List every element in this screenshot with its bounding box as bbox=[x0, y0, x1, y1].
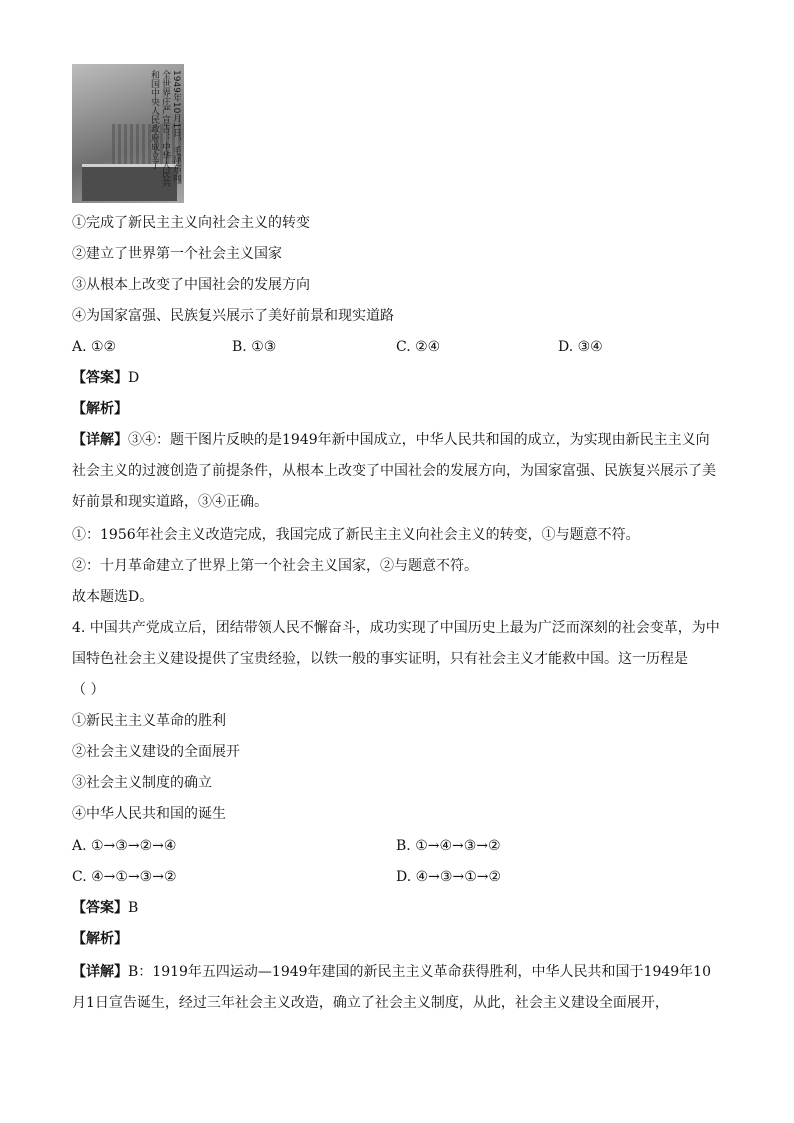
answer-value: D bbox=[128, 370, 140, 386]
q3-answer bbox=[72, 368, 139, 388]
q4-answer bbox=[72, 898, 138, 918]
q4-analysis-tag: 【解析】 bbox=[72, 931, 128, 947]
q3-detail-line-2: 社会主义的过渡创造了前提条件，从根本上改变了中国社会的发展方向，为国家富强、民族复兴展示了美 bbox=[72, 463, 716, 479]
q3-option-b: B. ①③ bbox=[232, 339, 277, 355]
q3-option-a: A. ①② bbox=[72, 339, 117, 355]
q3-analysis-tag: 【解析】 bbox=[72, 401, 128, 417]
q3-statement-3: ③从根本上改变了中国社会的发展方向 bbox=[72, 277, 310, 293]
answer-value: B bbox=[128, 900, 139, 916]
q4-option-c: C. ④→①→③→② bbox=[72, 869, 177, 885]
q3-note-1: ①：1956年社会主义改造完成，我国完成了新民主主义向社会主义的转变，①与题意不符。 bbox=[72, 527, 640, 543]
q3-statement-1: ①完成了新民主主义向社会主义的转变 bbox=[72, 215, 310, 231]
q3-detail-line-3: 好前景和现实道路，③④正确。 bbox=[72, 494, 268, 510]
q3-statement-4: ④为国家富强、民族复兴展示了美好前景和现实道路 bbox=[72, 308, 394, 324]
photo-caption: 1949年10月1日，毛泽东向全世界庄严宣告：中华人民共和国中央人民政府成立了 bbox=[149, 70, 181, 187]
q4-detail-line-1: 【详解】B：1919年五四运动—1949年建国的新民主主义革命获得胜利，中华人民共和国于1949年10 bbox=[72, 964, 711, 980]
q4-option-b: B. ①→④→③→② bbox=[396, 838, 501, 854]
q3-detail-line-1: 【详解】③④：题干图片反映的是1949年新中国成立，中华人民共和国的成立，为实现由新民主主义向 bbox=[72, 432, 710, 448]
detail-tag: 【详解】 bbox=[72, 964, 128, 980]
q4-statement-2: ②社会主义建设的全面展开 bbox=[72, 744, 240, 760]
q3-statement-2: ②建立了世界第一个社会主义国家 bbox=[72, 246, 282, 262]
q4-stem-line-2: 国特色社会主义建设提供了宝贵经验，以铁一般的事实证明，只有社会主义才能救中国。这一历程是 bbox=[72, 651, 688, 667]
q4-statement-4: ④中华人民共和国的诞生 bbox=[72, 806, 226, 822]
q4-stem-line-1: 4. 中国共产党成立后，团结带领人民不懈奋斗，成功实现了中国历史上最为广泛而深刻的社会变革，为中 bbox=[72, 620, 720, 636]
q3-option-c: C. ②④ bbox=[396, 339, 441, 355]
q4-option-d: D. ④→③→①→② bbox=[396, 869, 502, 885]
q4-detail-line-2: 月1日宣告诞生，经过三年社会主义改造，确立了社会主义制度，从此，社会主义建设全面展开， bbox=[72, 995, 669, 1011]
historical-photo bbox=[72, 64, 184, 203]
answer-tag: 【答案】 bbox=[72, 900, 128, 916]
q3-option-d: D. ③④ bbox=[558, 339, 603, 355]
detail-tag: 【详解】 bbox=[72, 432, 128, 448]
q4-answer-blank: （ ） bbox=[72, 682, 105, 698]
answer-tag: 【答案】 bbox=[72, 370, 128, 386]
q4-statement-3: ③社会主义制度的确立 bbox=[72, 775, 212, 791]
q4-option-a: A. ①→③→②→④ bbox=[72, 838, 177, 854]
q3-note-2: ②：十月革命建立了世界上第一个社会主义国家，②与题意不符。 bbox=[72, 558, 478, 574]
q3-conclusion: 故本题选D。 bbox=[72, 589, 154, 605]
q4-statement-1: ①新民主主义革命的胜利 bbox=[72, 713, 226, 729]
